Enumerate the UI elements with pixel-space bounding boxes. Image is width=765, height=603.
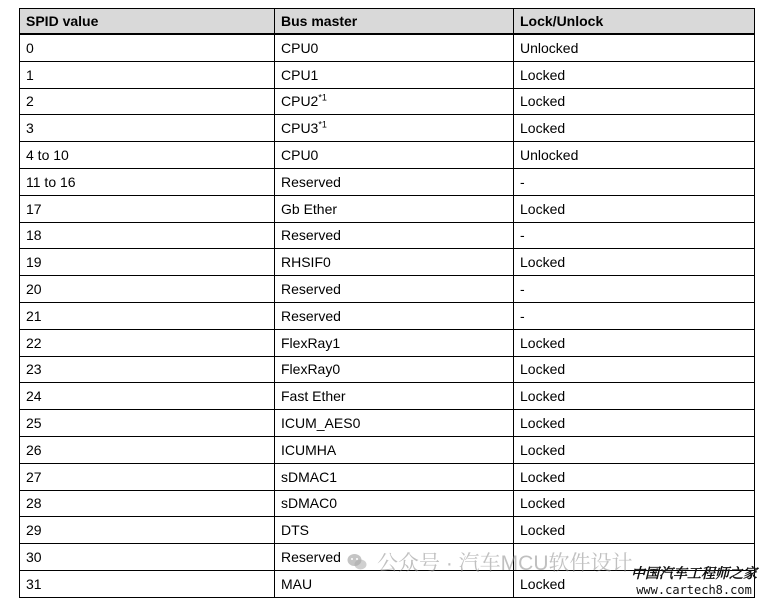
site-mark-url: www.cartech8.com	[636, 583, 752, 597]
cell-bus-master	[275, 490, 514, 517]
cell-bus-master	[275, 463, 514, 490]
table-row	[20, 168, 755, 195]
bus-master-name: RHSIF0	[281, 254, 331, 271]
cell-lock-unlock: Locked	[514, 463, 755, 490]
table-row	[20, 34, 755, 61]
table-row	[20, 490, 755, 517]
bus-master-name: Reserved	[281, 173, 341, 190]
cell-spid-value: 26	[20, 436, 275, 463]
cell-lock-unlock: Locked	[514, 329, 755, 356]
cell-spid-value: 24	[20, 383, 275, 410]
bus-master-name: ICUMHA	[281, 441, 337, 458]
header-spid-value: SPID value	[20, 9, 275, 35]
watermark-text: 公众号 · 汽车MCU软件设计	[377, 552, 633, 575]
cell-bus-master	[275, 383, 514, 410]
table-row	[20, 329, 755, 356]
bus-master-name: CPU0	[281, 39, 319, 56]
cell-bus-master	[275, 544, 514, 571]
cell-lock-unlock: Locked	[514, 517, 755, 544]
cell-bus-master	[275, 329, 514, 356]
cell-spid-value: 4 to 10	[20, 142, 275, 169]
bus-master-name: Reserved	[281, 549, 341, 566]
bus-master-name: CPU3	[281, 120, 319, 137]
cell-bus-master	[275, 195, 514, 222]
bus-master-name: Fast Ether	[281, 388, 346, 405]
cell-spid-value: 3	[20, 115, 275, 142]
header-bus-master: Bus master	[275, 9, 514, 35]
footnote-marker: *1	[318, 92, 327, 103]
cell-bus-master	[275, 302, 514, 329]
table-row	[20, 383, 755, 410]
bus-master-name: FlexRay1	[281, 334, 341, 351]
cell-spid-value: 28	[20, 490, 275, 517]
cell-lock-unlock: Locked	[514, 61, 755, 88]
table-row	[20, 195, 755, 222]
cell-spid-value: 22	[20, 329, 275, 356]
cell-spid-value: 21	[20, 302, 275, 329]
table-row	[20, 88, 755, 115]
table-row	[20, 115, 755, 142]
table-row	[20, 517, 755, 544]
table-row	[20, 570, 755, 597]
table-row	[20, 276, 755, 303]
cell-spid-value: 29	[20, 517, 275, 544]
table-row	[20, 61, 755, 88]
bus-master-name: Reserved	[281, 227, 341, 244]
cell-spid-value: 1	[20, 61, 275, 88]
cell-bus-master	[275, 115, 514, 142]
cell-bus-master	[275, 276, 514, 303]
cell-bus-master	[275, 517, 514, 544]
bus-master-name: sDMAC1	[281, 468, 338, 485]
cell-lock-unlock: -	[514, 302, 755, 329]
cell-bus-master	[275, 249, 514, 276]
cell-lock-unlock: Locked	[514, 249, 755, 276]
bus-master-name: ICUM_AES0	[281, 415, 361, 432]
cell-spid-value: 31	[20, 570, 275, 597]
cell-lock-unlock: -	[514, 168, 755, 195]
bus-master-name: Reserved	[281, 307, 341, 324]
bus-master-name: sDMAC0	[281, 495, 338, 512]
cell-bus-master	[275, 410, 514, 437]
header-lock-unlock: Lock/Unlock	[514, 9, 755, 35]
footnote-marker: *1	[318, 119, 327, 130]
table-row	[20, 463, 755, 490]
cell-lock-unlock: -	[514, 222, 755, 249]
cell-lock-unlock: Locked	[514, 436, 755, 463]
cell-lock-unlock: Locked	[514, 115, 755, 142]
cell-lock-unlock: Locked	[514, 356, 755, 383]
table-header	[20, 9, 755, 35]
cell-spid-value: 20	[20, 276, 275, 303]
table-row	[20, 142, 755, 169]
bus-master-name: Reserved	[281, 281, 341, 298]
cell-spid-value: 23	[20, 356, 275, 383]
cell-spid-value: 18	[20, 222, 275, 249]
table-row	[20, 544, 755, 571]
cell-lock-unlock: Locked	[514, 88, 755, 115]
cell-spid-value: 19	[20, 249, 275, 276]
cell-spid-value: 0	[20, 34, 275, 61]
cell-lock-unlock: Locked	[514, 195, 755, 222]
cell-bus-master	[275, 142, 514, 169]
cell-bus-master	[275, 34, 514, 61]
cell-bus-master	[275, 436, 514, 463]
table-row	[20, 249, 755, 276]
cell-spid-value: 30	[20, 544, 275, 571]
cell-bus-master	[275, 222, 514, 249]
bus-master-name: FlexRay0	[281, 361, 341, 378]
cropped-caption-strip	[0, 0, 765, 8]
table-row	[20, 356, 755, 383]
cell-lock-unlock: -	[514, 276, 755, 303]
bus-master-name: CPU0	[281, 147, 319, 164]
bus-master-name: CPU2	[281, 93, 319, 110]
cell-bus-master	[275, 570, 514, 597]
cell-lock-unlock: Locked	[514, 570, 755, 597]
table-body	[20, 34, 755, 597]
table-row	[20, 302, 755, 329]
table-row	[20, 436, 755, 463]
cell-bus-master	[275, 356, 514, 383]
table-row	[20, 222, 755, 249]
cell-lock-unlock: Locked	[514, 410, 755, 437]
bus-master-name: CPU1	[281, 66, 319, 83]
cell-bus-master	[275, 61, 514, 88]
cell-spid-value: 27	[20, 463, 275, 490]
bus-master-name: MAU	[281, 575, 313, 592]
cell-spid-value: 17	[20, 195, 275, 222]
bus-master-name: Gb Ether	[281, 200, 338, 217]
bus-master-name: DTS	[281, 522, 309, 539]
table-row	[20, 410, 755, 437]
cell-lock-unlock	[514, 544, 755, 571]
site-mark-name: 中国汽车工程师之家	[631, 566, 757, 582]
cell-spid-value: 25	[20, 410, 275, 437]
cell-spid-value: 2	[20, 88, 275, 115]
cell-bus-master	[275, 168, 514, 195]
cell-lock-unlock: Unlocked	[514, 34, 755, 61]
cell-lock-unlock: Locked	[514, 383, 755, 410]
cell-lock-unlock: Locked	[514, 490, 755, 517]
cell-spid-value: 11 to 16	[20, 168, 275, 195]
cell-bus-master	[275, 88, 514, 115]
spid-table	[19, 8, 755, 598]
cell-lock-unlock: Unlocked	[514, 142, 755, 169]
